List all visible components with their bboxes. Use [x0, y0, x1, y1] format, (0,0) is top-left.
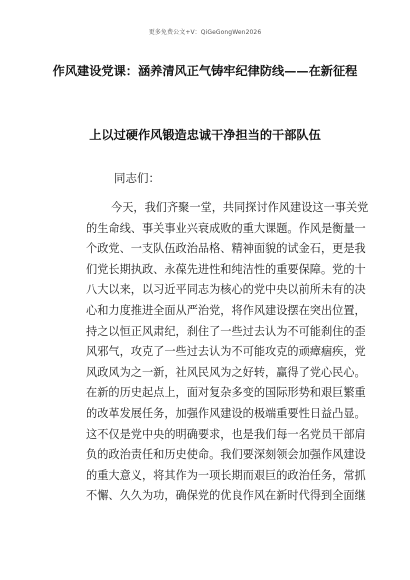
- body-line: 负的政治责任和历史使命。我们要深刻领会加强作风建设: [86, 448, 366, 462]
- body-line: 的生命线、事关事业兴衰成败的重大课题。作风是衡量一: [86, 221, 366, 235]
- body-line: 心和力度推进全面从严治党，将作风建设摆在突出位置，: [86, 303, 366, 317]
- title-line-1: 作风建设党课：涵养清风正气铸牢纪律防线——在新征程: [52, 64, 358, 78]
- body-line: 们党长期执政、永葆先进性和纯洁性的重要保障。党的十: [86, 262, 366, 276]
- body-line: 风邪气，攻克了一些过去认为不可能攻克的顽瘴痼疾，党: [86, 345, 366, 359]
- title-line-2: 上以过硬作风锻造忠诚干净担当的干部队伍: [89, 128, 321, 142]
- body-line: 持之以恒正风肃纪，刹住了一些过去认为不可能刹住的歪: [86, 324, 366, 338]
- body-paragraph: [86, 198, 369, 507]
- body-line: 的改革发展任务，加强作风建设的极端重要性日益凸显。: [86, 406, 366, 420]
- body-line: 不懈、久久为功，确保党的优良作风在新时代得到全面继: [86, 489, 366, 503]
- greeting: 同志们：: [114, 171, 160, 185]
- body-line: 个政党、一支队伍政治品格、精神面貌的试金石，更是我: [86, 242, 366, 256]
- header-note: 更多免费公文+V：QiGeGongWen2026: [148, 29, 262, 36]
- body-line: 这不仅是党中央的明确要求，也是我们每一名党员干部肩: [86, 427, 366, 441]
- body-line: 风政风为之一新，社风民风为之好转，赢得了党心民心。: [86, 365, 366, 379]
- body-line: 在新的历史起点上，面对复杂多变的国际形势和艰巨繁重: [86, 386, 366, 400]
- body-line: 今天，我们齐聚一堂，共同探讨作风建设这一事关党: [111, 201, 369, 214]
- body-line: 八大以来，以习近平同志为核心的党中央以前所未有的决: [86, 283, 366, 297]
- body-line: 的重大意义，将其作为一项长期而艰巨的政治任务，常抓: [86, 468, 366, 482]
